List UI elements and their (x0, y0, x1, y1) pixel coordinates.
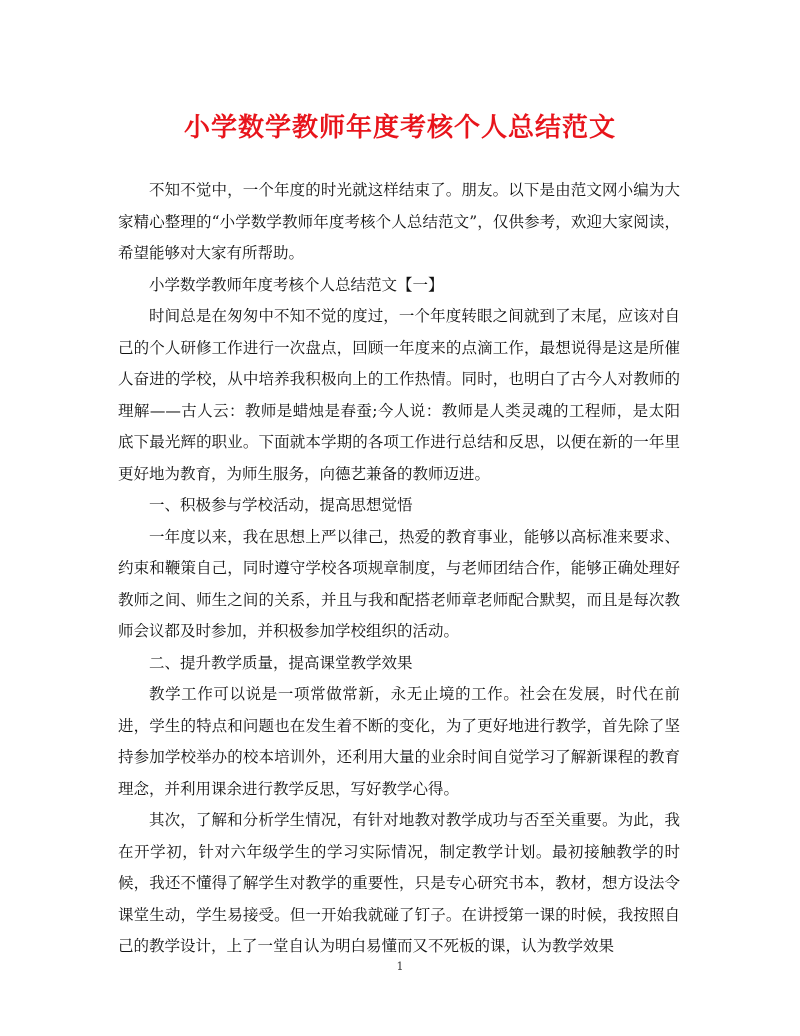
heading-2: 二、提升教学质量，提高课堂教学效果 (149, 653, 413, 672)
document-title: 小学数学教师年度考核个人总结范文 (183, 113, 616, 143)
page-number: 1 (396, 960, 404, 973)
paragraph-4: 其次，了解和分析学生情况，有针对地教对教学成功与否至关重要。为此，我在开学初，针对六年级学生的学习实际情况，制定教学计划。最初接触教学的时候，我还不懂得了解学生对教学的重要性，只是专心研究书本，教材，想方设法令课堂生动，学生易接受。但一开始我就碰了钉子。在讲授第一课的时候，我按照自己的教学设计，上了一堂自认为明白易懂而又不死板的课，认为教学效果 (118, 811, 680, 955)
heading-1: 一、积极参与学校活动，提高思想觉悟 (149, 496, 413, 514)
paragraph-2: 一年度以来，我在思想上严以律己，热爱的教育事业，能够以高标准来要求、约束和鞭策自己，同时遵守学校各项规章制度，与老师团结合作，能够正确处理好教师之间、师生之间的关系，并且与我和配搭老师章老师配合默契，而且是每次教师会议都及时参加，并积极参加学校组织的活动。 (118, 527, 680, 640)
document-body (118, 175, 680, 963)
section-title: 小学数学教师年度考核个人总结范文【一】 (149, 275, 444, 294)
paragraph-3: 教学工作可以说是一项常做常新，永无止境的工作。社会在发展，时代在前进，学生的特点和问题也在发生着不断的变化，为了更好地进行教学，首先除了坚持参加学校举办的校本培训外，还利用大量的业余时间自觉学习了解新课程的教育理念，并利用课余进行教学反思，写好教学心得。 (118, 685, 680, 798)
intro-paragraph: 不知不觉中，一个年度的时光就这样结束了。朋友。以下是由范文网小编为大家精心整理的“小学数学教师年度考核个人总结范文”，仅供参考，欢迎大家阅读，希望能够对大家有所帮助。 (118, 181, 680, 262)
paragraph-1: 时间总是在匆匆中不知不觉的度过，一个年度转眼之间就到了末尾，应该对自己的个人研修工作进行一次盘点，回顾一年度来的点滴工作，最想说得是这是所催人奋进的学校，从中培养我积极向上的工作热情。同时，也明白了古今人对教师的理解——古人云：教师是蜡烛是春蚕;今人说：教师是人类灵魂的工程师，是太阳底下最光辉的职业。下面就本学期的各项工作进行总结和反思，以便在新的一年里更好地为教育，为师生服务，向德艺兼备的教师迈进。 (118, 307, 680, 483)
